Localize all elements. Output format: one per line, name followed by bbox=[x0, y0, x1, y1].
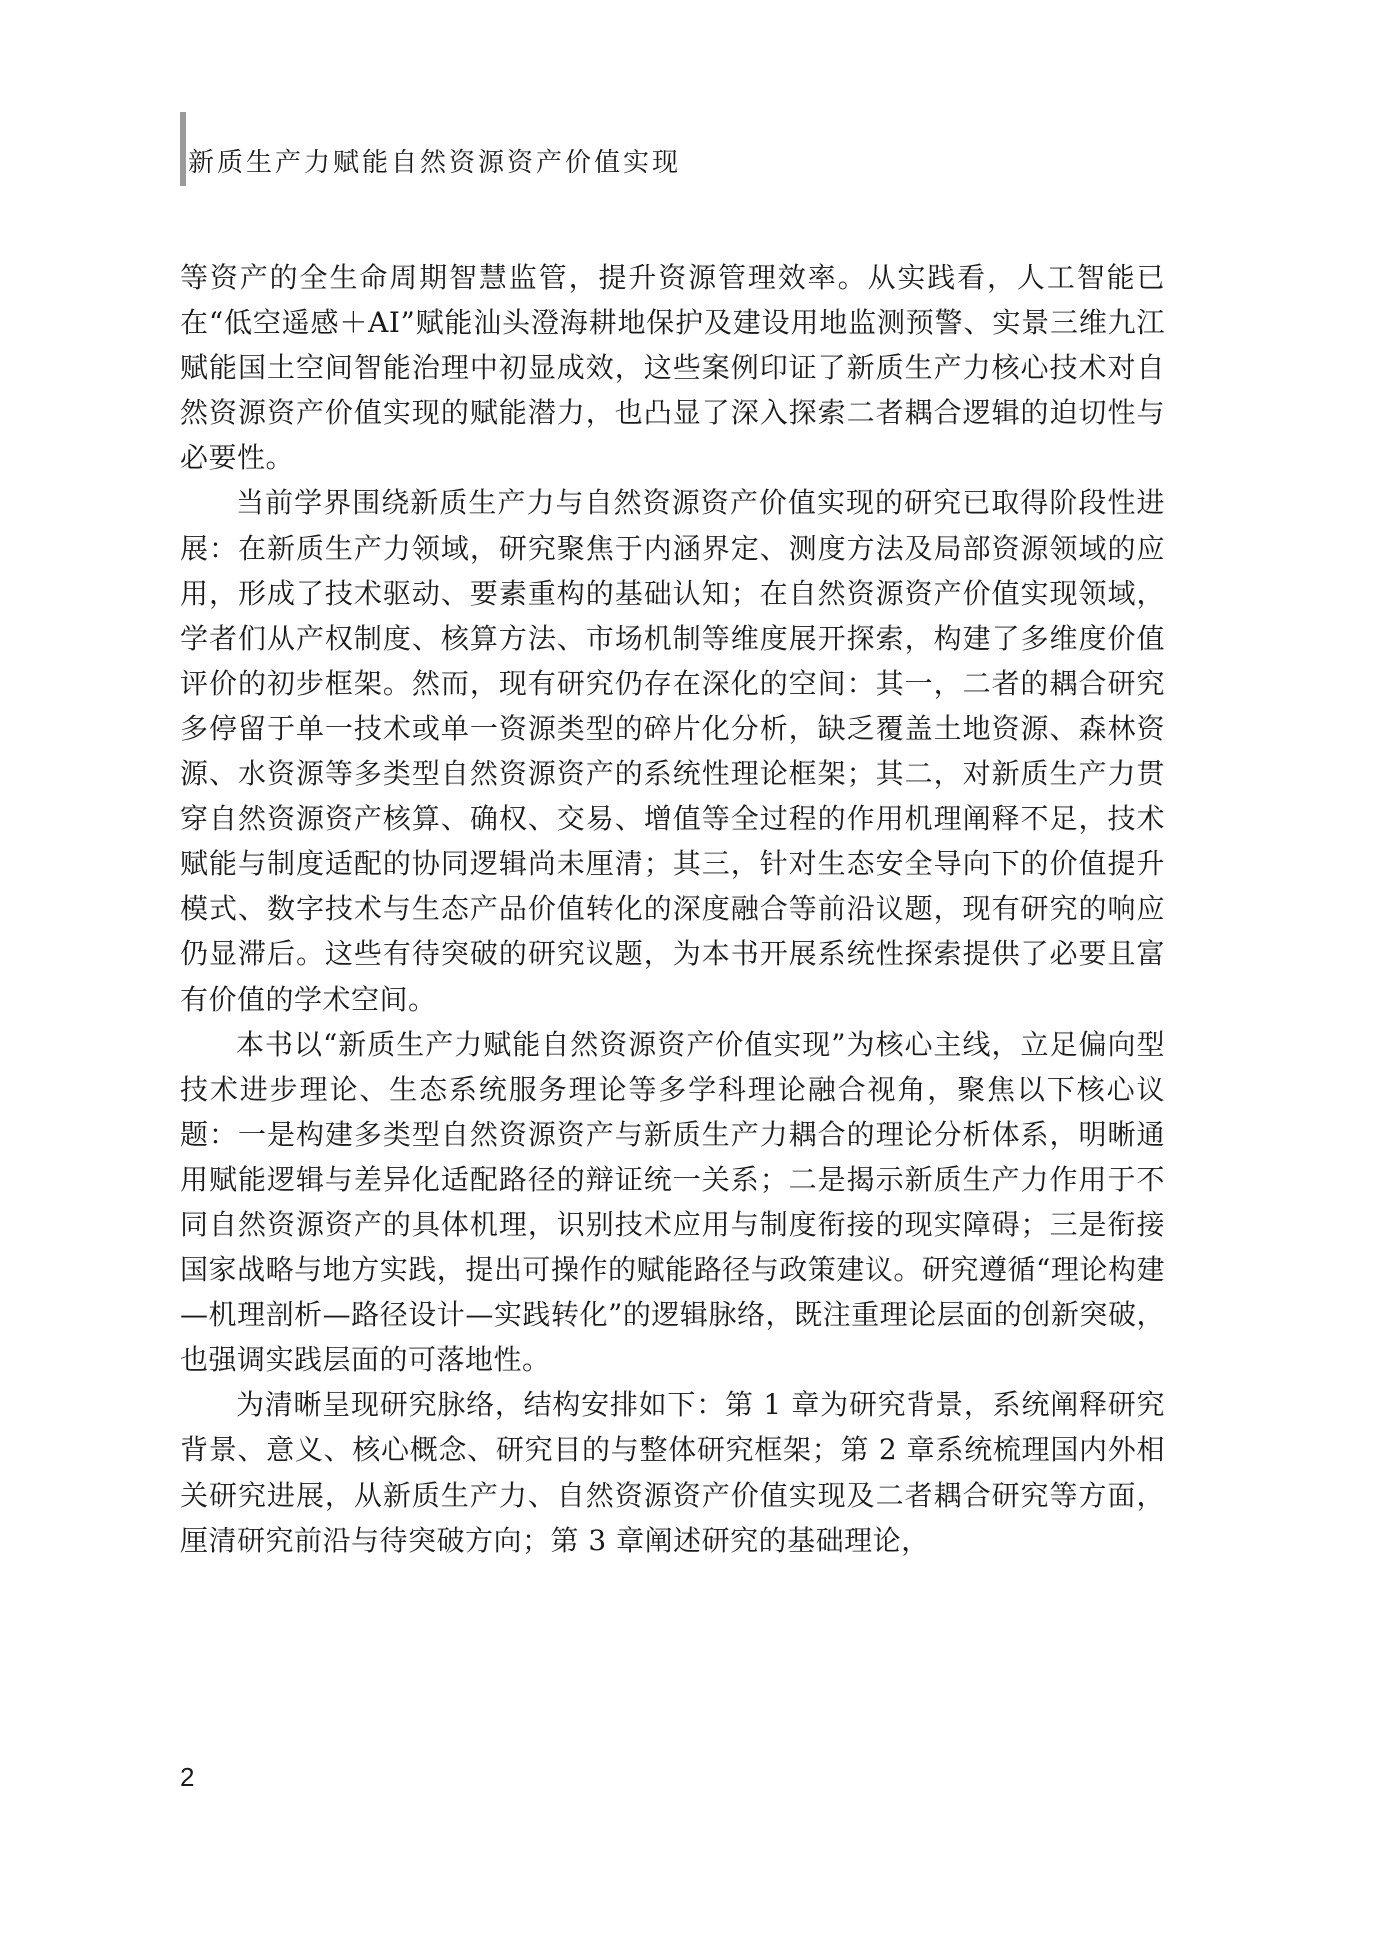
page-number: 2 bbox=[180, 1762, 195, 1792]
running-head-title: 新质生产力赋能自然资源资产价值实现 bbox=[188, 148, 682, 178]
paragraph-continued: 等资产的全生命周期智慧监管，提升资源管理效率。从实践看，人工智能已在“低空遥感＋AI”赋能汕头澄海耕地保护及建设用地监测预警、实景三维九江赋能国土空间智能治理中初显成效，这些案例印证了新质生产力核心技术对自然资源资产价值实现的赋能潜力，也凸显了深入探索二者耦合逻辑的迫切性与必要性。 bbox=[180, 261, 1165, 475]
paragraph: 本书以“新质生产力赋能自然资源资产价值实现”为核心主线，立足偏向型技术进步理论、生态系统服务理论等多学科理论融合视角，聚焦以下核心议题：一是构建多类型自然资源资产与新质生产力耦合的理论分析体系，明晰通用赋能逻辑与差异化适配路径的辩证统一关系；二是揭示新质生产力作用于不同自然资源资产的具体机理，识别技术应用与制度衔接的现实障碍；三是衔接国家战略与地方实践，提出可操作的赋能路径与政策建议。研究遵循“理论构建—机理剖析—路径设计—实践转化”的逻辑脉络，既注重理论层面的创新突破，也强调实践层面的可落地性。 bbox=[180, 1027, 1165, 1377]
page-body bbox=[180, 255, 1165, 1563]
paragraph: 为清晰呈现研究脉络，结构安排如下：第 1 章为研究背景，系统阐释研究背景、意义、核心概念、研究目的与整体研究框架；第 2 章系统梳理国内外相关研究进展，从新质生产力、自然资源资产价值实现及二者耦合研究等方面，厘清研究前沿与待突破方向；第 3 章阐述研究的基础理论， bbox=[180, 1388, 1165, 1557]
paragraph: 当前学界围绕新质生产力与自然资源资产价值实现的研究已取得阶段性进展：在新质生产力领域，研究聚焦于内涵界定、测度方法及局部资源领域的应用，形成了技术驱动、要素重构的基础认知；在自然资源资产价值实现领域，学者们从产权制度、核算方法、市场机制等维度展开探索，构建了多维度价值评价的初步框架。然而，现有研究仍存在深化的空间：其一，二者的耦合研究多停留于单一技术或单一资源类型的碎片化分析，缺乏覆盖土地资源、森林资源、水资源等多类型自然资源资产的系统性理论框架；其二，对新质生产力贯穿自然资源资产核算、确权、交易、增值等全过程的作用机理阐释不足，技术赋能与制度适配的协同逻辑尚未厘清；其三，针对生态安全导向下的价值提升模式、数字技术与生态产品价值转化的深度融合等前沿议题，现有研究的响应仍显滞后。这些有待突破的研究议题，为本书开展系统性探索提供了必要且富有价值的学术空间。 bbox=[180, 486, 1165, 1016]
